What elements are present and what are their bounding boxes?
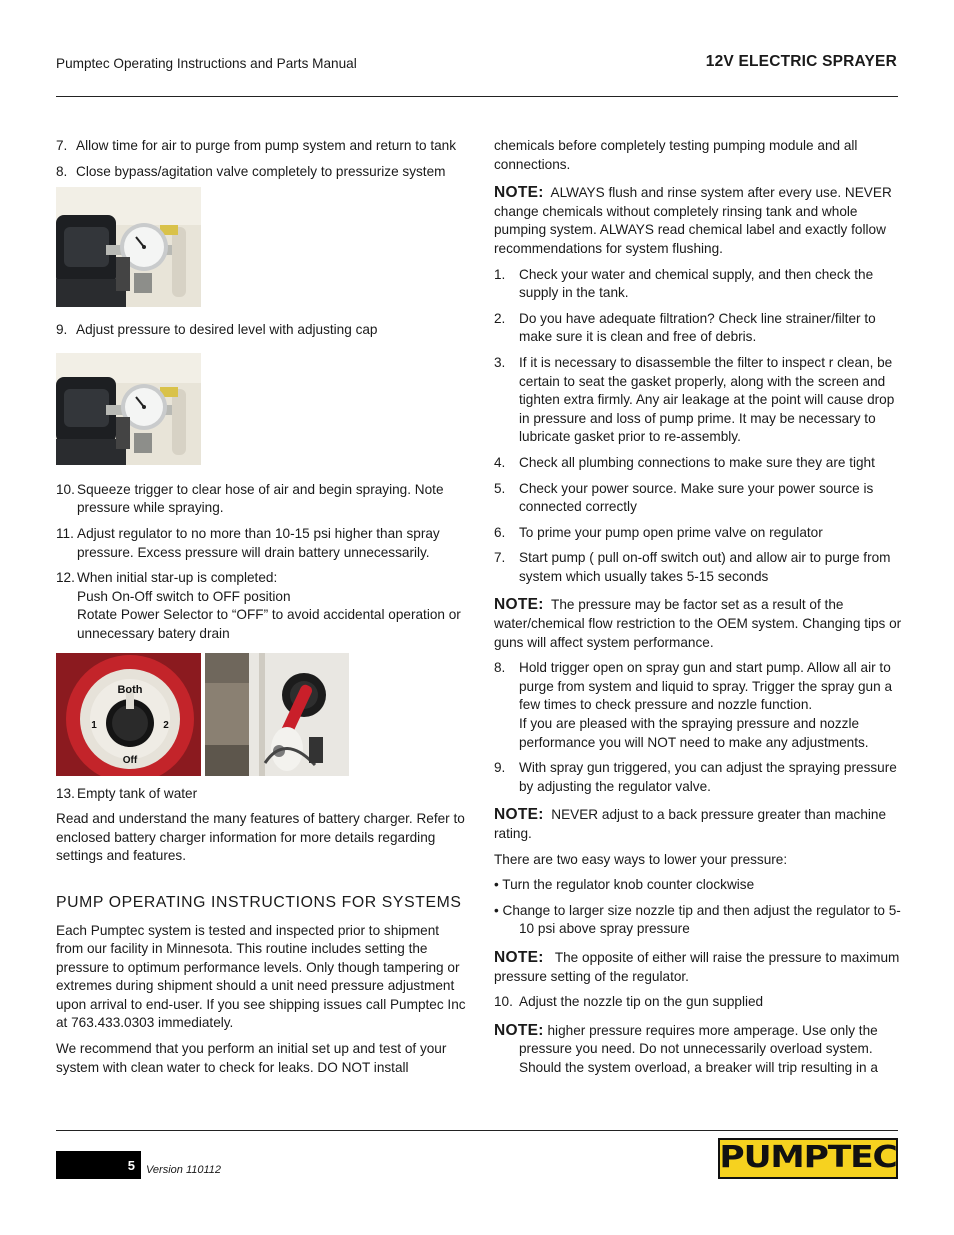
bullet-nozzle-tip: • Change to larger size nozzle tip and then adjust the regulator to 5-10 psi above spray pressure [494,902,901,937]
right-step-item: 1. Check your water and chemical supply, and then check the supply in the tank. [494,266,874,301]
right-step-item: 5. Check your power source. Make sure your power source is connected correctly [494,480,874,515]
header-right: 12V ELECTRIC SPRAYER [705,53,897,70]
step-8-right: 8. Hold trigger open on spray gun and start pump. Allow all air to purge from system and liquid to spray. Trigger the spray gun a few times to check pressure and nozzle function. If you are pleased with the spraying pressure and nozzle performance you will NOT need to make any adjustments. [494,660,893,750]
right-step-item: 7. Start pump ( pull on-off switch out) and allow air to purge from system which usually takes 5-15 seconds [494,550,891,584]
right-column [494,137,902,1085]
recommend-paragraph: We recommend that you perform an initial set up and test of your system with clean water to check for leaks. DO NOT install [56,1041,447,1075]
two-ways-paragraph: There are two easy ways to lower your pressure: [494,851,788,867]
step-7: 7. Allow time for air to purge from pump system and return to tank [56,138,457,153]
step-10: 10. Squeeze trigger to clear hose of air and begin spraying. Note pressure while spraying. [56,481,444,516]
selector-label-both: Both [117,683,143,696]
tested-paragraph: Each Pumptec system is tested and inspected prior to shipment from our facility in Minnesota. This routine includes setting the pressure to optimum performance levels. Only though tampering or extremes during shipment should a unit need pressure adjustment upon arrival to end-user. If you see shipping issues call Pumptec Inc at 763.433.0303 immediately. [56,922,466,1031]
section-title: PUMP OPERATING INSTRUCTIONS FOR SYSTEMS [56,893,462,911]
header-rule [56,96,898,97]
chemicals-continuation: chemicals before completely testing pumping module and all connections. [494,138,858,172]
note-back-pressure: NOTE: NEVER adjust to a back pressure greater than machine rating. [494,806,887,841]
step-12: 12. When initial star-up is completed: Push On-Off switch to OFF position Rotate Power Selector to “OFF” to avoid accidental operation or unnecessary batery drain [56,570,461,641]
right-step-item: 4. Check all plumbing connections to make sure they are tight [494,454,875,470]
on-off-switch-photo [205,653,349,776]
pump-gauge-photo [56,187,201,307]
version-label: Version 110112 [146,1164,222,1176]
battery-charger-paragraph: Read and understand the many features of battery charger. Refer to enclosed battery charger information for more details regarding settings and features. [56,811,465,864]
power-selector-photo [56,653,201,776]
footer-rule [56,1130,898,1131]
step-13: 13. Empty tank of water [56,785,198,801]
bullet-turn-knob: • Turn the regulator knob counter clockwise [494,877,755,893]
note-flush: NOTE: ALWAYS flush and rinse system after every use. NEVER change chemicals without completely rinsing tank and whole pumping system. ALWAYS read chemical label and exactly follow recommendations for system flushing. [494,184,892,256]
step-11: 11. Adjust regulator to no more than 10-15 psi higher than spray pressure. Excess pressure will drain battery unnecessarily. [56,525,440,560]
step-9: 9. Adjust pressure to desired level with adjusting cap [56,322,378,338]
step-9-right: 9. With spray gun triggered, you can adjust the spraying pressure by adjusting the regulator valve. [494,760,897,794]
pumptec-logo: PUMPTEC [718,1138,898,1179]
pump-adjusting-cap-photo [56,353,201,465]
page-number: 5 [56,1151,141,1179]
selector-label-2: 2 [163,719,169,731]
right-step-item: 2. Do you have adequate filtration? Check line strainer/filter to make sure it is clean and free of debris. [494,310,876,345]
selector-label-1: 1 [91,719,97,731]
note-label: NOTE: [494,184,544,202]
left-column [56,137,466,1084]
note-amperage: NOTE: higher pressure requires more amperage. Use only the pressure you need. Do not unnecessarily overload system. Should the system overload, a breaker will trip resulting in a [494,1021,878,1075]
right-steps-list [494,266,902,587]
note-opposite: NOTE: The opposite of either will raise the pressure to maximum pressure setting of the regulator. [494,948,900,984]
note-factory-set: NOTE: The pressure may be factor set as a result of the water/chemical flow restriction to the OEM system. Changing tips or guns will affect system performance. [494,596,902,650]
right-step-item: 6. To prime your pump open prime valve on regulator [494,524,823,540]
right-step-item: 3. If it is necessary to disassemble the filter to inspect r clean, be certain to seat the gasket properly, along with the screen and tighten extra firmly. Any air leakage at the point will cause drop in pressure and loss of pump prime. It may be necessary to lubricate gasket prior to re-assembly. [494,354,895,445]
selector-label-off: Off [122,754,138,766]
power-selector-photos [56,653,466,776]
step-10-right: 10. Adjust the nozzle tip on the gun supplied [494,994,764,1010]
header-left: Pumptec Operating Instructions and Parts Manual [56,56,357,71]
step-8: 8. Close bypass/agitation valve completely to pressurize system [56,163,446,179]
